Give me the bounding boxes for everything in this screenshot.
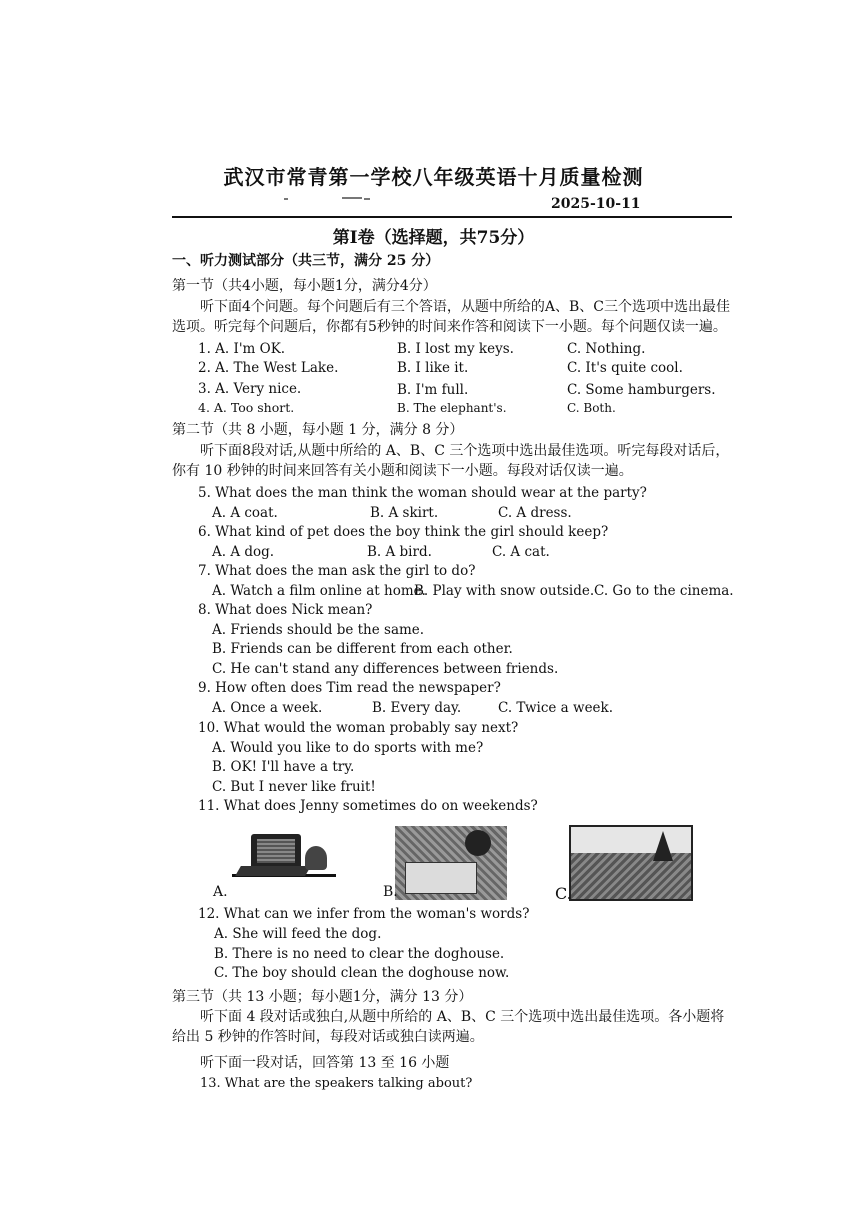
scan-smudge [284,196,374,202]
q8-option-b: B. Friends can be different from each other. [212,641,513,657]
section1-heading: 第一节（共4小题，每小题1分，满分4分） [172,278,437,294]
q5-option-a: A. A coat. [212,505,278,521]
q2-option-c: C. It's quite cool. [567,360,683,376]
q3-option-c: C. Some hamburgers. [567,382,716,398]
q5-option-b: B. A skirt. [370,505,439,521]
section2-instruction: 听下面8段对话,从题中所给的 A、B、C 三个选项中选出最佳选项。听完每段对话后，你有 10 秒钟的时间来回答有关小题和阅读下一小题。每段对话仅读一遍。 [172,443,730,479]
q10-option-a: A. Would you like to do sports with me? [212,740,484,756]
picture-a-label: A. [213,884,228,900]
q6-option-a: A. A dog. [212,544,275,560]
q10-question: 10. What would the woman probably say next? [198,720,519,736]
q11-question: 11. What does Jenny sometimes do on weekends? [198,798,538,814]
q12-option-c: C. The boy should clean the doghouse now. [214,965,510,981]
q7-option-a: A. Watch a film online at home. [212,583,426,599]
q6-option-b: B. A bird. [367,544,432,560]
q5-option-c: C. A dress. [498,505,572,521]
q8-option-c: C. He can't stand any differences between friends. [212,661,559,677]
q7-question: 7. What does the man ask the girl to do? [198,563,476,579]
section1-instruction: 听下面4个问题。每个问题后有三个答语，从题中所给的A、B、C三个选项中选出最佳选项。听完每个问题后，你都有5秒钟的时间来作答和阅读下一小题。每个问题仅读一遍。 [172,299,731,335]
q3-option-b: B. I'm full. [397,382,469,398]
picture-c-landscape [569,825,693,901]
q7-option-c: C. Go to the cinema. [594,583,734,599]
q12-question: 12. What can we infer from the woman's words? [198,906,530,922]
q8-option-a: A. Friends should be the same. [212,622,425,638]
q2-option-b: B. I like it. [397,360,469,376]
q6-question: 6. What kind of pet does the boy think the girl should keep? [198,524,609,540]
q4-option-c: C. Both. [567,401,616,415]
q8-question: 8. What does Nick mean? [198,602,373,618]
q13-question: 13. What are the speakers talking about? [200,1076,473,1091]
q9-question: 9. How often does Tim read the newspaper? [198,680,501,696]
q1-option-b: B. I lost my keys. [397,341,514,357]
section3-heading: 第三节（共 13 小题；每小题1分，满分 13 分） [172,989,473,1005]
q4-option-b: B. The elephant's. [397,401,507,415]
q12-option-b: B. There is no need to clear the doghouse. [214,946,505,962]
q5-question: 5. What does the man think the woman should wear at the party? [198,485,647,501]
q3-option-a: 3. A. Very nice. [198,381,302,397]
picture-b-reading [395,826,507,900]
q2-option-a: 2. A. The West Lake. [198,360,339,376]
part-heading: 第Ⅰ卷（选择题，共75分） [332,228,535,248]
section2-heading: 第二节（共 8 小题，每小题 1 分，满分 8 分） [172,422,464,438]
listening-heading: 一、听力测试部分（共三节，满分 25 分） [172,253,440,269]
q1-option-c: C. Nothing. [567,341,646,357]
q10-option-c: C. But I never like fruit! [212,779,376,795]
q12-option-a: A. She will feed the dog. [214,926,382,942]
exam-date: 2025-10-11 [551,196,641,212]
q9-option-b: B. Every day. [372,700,462,716]
q1-option-a: 1. A. I'm OK. [198,341,286,357]
q9-option-c: C. Twice a week. [498,700,614,716]
q4-option-a: 4. A. Too short. [198,400,295,415]
q9-option-a: A. Once a week. [212,700,323,716]
q7-option-b: B. Play with snow outside. [414,583,595,599]
header-divider [172,216,732,218]
section3-subinstruction: 听下面一段对话，回答第 13 至 16 小题 [200,1055,450,1071]
picture-b-label: B. [383,884,398,900]
picture-c-label: C. [555,884,572,903]
q10-option-b: B. OK! I'll have a try. [212,759,355,775]
q6-option-c: C. A cat. [492,544,550,560]
section3-instruction: 听下面 4 段对话或独白,从题中所给的 A、B、C 三个选项中选出最佳选项。各小题将给出 5 秒钟的作答时间，每段对话或独白读两遍。 [172,1009,725,1045]
exam-title: 武汉市常青第一学校八年级英语十月质量检测 [223,165,644,189]
